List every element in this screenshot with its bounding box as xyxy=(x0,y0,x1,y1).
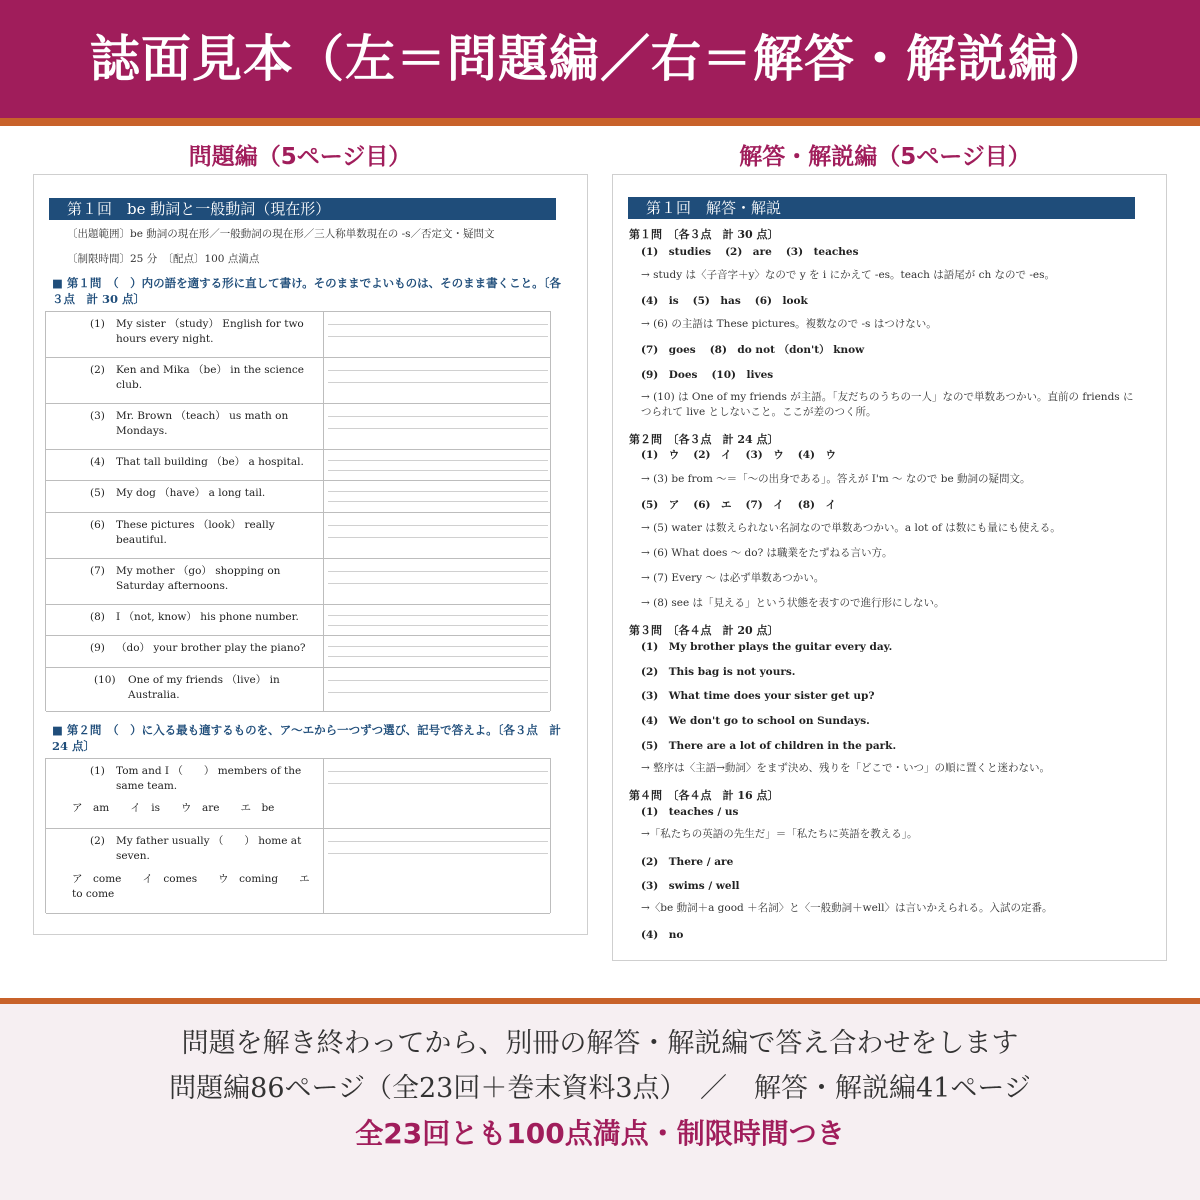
explanation: → (5) water は数えられない名詞なので単数あつかい。a lot of は数にも量にも使える。 xyxy=(641,522,1061,534)
right-page-label: 解答・解説編（5ページ目） xyxy=(739,144,1031,170)
answer-page xyxy=(612,174,1167,961)
answer-line[interactable] xyxy=(328,615,548,616)
answer-row: (5) ア (6) エ (7) イ (8) イ xyxy=(641,499,836,511)
answer-line[interactable] xyxy=(328,370,548,371)
answer-row: (4) no xyxy=(641,929,684,941)
answer-row: (7) goes (8) do not （don't） know xyxy=(641,344,865,356)
caption-line-2: 問題編86ページ（全23回＋巻末資料3点） ／ 解答・解説編41ページ xyxy=(169,1073,1031,1104)
answer-line[interactable] xyxy=(328,841,548,842)
scope-text: 〔出題範囲〕be 動詞の現在形／一般動詞の現在形／三人称単数現在の -s／否定文・疑問文 xyxy=(67,228,495,240)
answer-line[interactable] xyxy=(328,646,548,647)
answer-title: 第１回 解答・解説 xyxy=(628,197,1135,219)
choices: ア come イ comes ウ coming エ to come xyxy=(72,873,321,900)
banner-title: 誌面見本（左＝問題編／右＝解答・解説編） xyxy=(90,30,1110,88)
table-row: (4) That tall building （be） a hospital. xyxy=(46,450,550,481)
answer-row: (2) There / are xyxy=(641,856,734,868)
answer-line[interactable] xyxy=(328,460,548,461)
explanation: → (10) は One of my friends が主語。「友だちのうちの一人」なので単数あつかい。直前の friends につられて live としないこと。ここが差のつく所。 xyxy=(641,391,1134,418)
answer-line[interactable] xyxy=(328,491,548,492)
answer-line[interactable] xyxy=(328,571,548,572)
section-heading: 第３問 〔各４点 計 20 点〕 xyxy=(629,624,779,637)
q1-table xyxy=(45,311,551,711)
q2-table xyxy=(45,758,551,913)
banner-stripe xyxy=(0,118,1200,126)
caption-area xyxy=(0,1004,1200,1200)
answer-row: (9) Does (10) lives xyxy=(641,369,774,381)
question-page xyxy=(33,174,588,935)
section-heading: 第２問 〔各３点 計 24 点〕 xyxy=(629,433,779,446)
table-row: (2) Ken and Mika （be） in the science club. xyxy=(46,358,550,404)
explanation: → (6) What does 〜 do? は職業をたずねる言い方。 xyxy=(641,547,893,559)
answer-row: (2) This bag is not yours. xyxy=(641,666,796,678)
explanation: →「私たちの英語の先生だ」＝「私たちに英語を教える」。 xyxy=(641,828,918,840)
explanation: → (6) の主語は These pictures。複数なので -s はつけない。 xyxy=(641,318,937,330)
table-row: (5) My dog （have） a long tail. xyxy=(46,481,550,513)
answer-row: (4) is (5) has (6) look xyxy=(641,295,808,307)
answer-row: (1) My brother plays the guitar every day. xyxy=(641,641,893,653)
time-text: 〔制限時間〕25 分 〔配点〕100 点満点 xyxy=(67,253,260,265)
table-row: (9) （do） your brother play the piano? xyxy=(46,636,550,668)
table-row: (8) I （not, know） his phone number. xyxy=(46,605,550,636)
explanation: →〈be 動詞＋a good ＋名詞〉と〈一般動詞＋well〉は言いかえられる。入試の定番。 xyxy=(641,902,1053,914)
explanation: → study は〈子音字＋y〉なので y を i にかえて -es。teach は語尾が ch なので -es。 xyxy=(641,269,1056,281)
answer-line[interactable] xyxy=(328,680,548,681)
table-row: (1) Tom and I （ ） members of the same team. ア am イ is ウ are エ be xyxy=(46,759,550,829)
caption-highlight: 全23回とも100点満点・制限時間つき xyxy=(355,1117,845,1150)
table-row: (3) Mr. Brown （teach） us math on Mondays. xyxy=(46,404,550,450)
answer-row: (3) swims / well xyxy=(641,880,740,892)
section-heading: 第１問 〔各３点 計 30 点〕 xyxy=(629,228,779,241)
caption-line-1: 問題を解き終わってから、別冊の解答・解説編で答え合わせをします xyxy=(181,1028,1019,1059)
explanation: → (7) Every 〜 は必ず単数あつかい。 xyxy=(641,572,825,584)
left-page-label: 問題編（5ページ目） xyxy=(188,144,412,170)
q1-heading: ■ 第１問 （ ）内の語を適する形に直して書け。そのままでよいものは、そのまま書くこと。〔各３点 計 30 点〕 xyxy=(52,276,561,306)
answer-row: (3) What time does your sister get up? xyxy=(641,690,875,702)
table-row: (7) My mother （go） shopping on Saturday afternoons. xyxy=(46,559,550,605)
q2-heading: ■ 第２問 （ ）に入る最も適するものを、ア〜エから一つずつ選び、記号で答えよ。〔各３点 計 24 点〕 xyxy=(52,723,561,753)
explanation: → (8) see は「見える」という状態を表すので進行形にしない。 xyxy=(641,597,945,609)
answer-row: (1) studies (2) are (3) teaches xyxy=(641,246,859,258)
answer-row: (5) There are a lot of children in the park. xyxy=(641,740,897,752)
answer-row: (4) We don't go to school on Sundays. xyxy=(641,715,870,727)
table-row: (1) My sister （study） English for two hours every night. xyxy=(46,312,550,358)
explanation: → (3) be from 〜＝「〜の出身である」。答えが I'm 〜 なので be 動詞の疑問文。 xyxy=(641,473,1031,485)
table-row: (2) My father usually （ ） home at seven. ア come イ comes ウ coming エ to come xyxy=(46,829,550,914)
answer-line[interactable] xyxy=(328,525,548,526)
answer-line[interactable] xyxy=(328,324,548,325)
lesson-title: 第１回 be 動詞と一般動詞（現在形） xyxy=(49,198,556,220)
section-heading: 第４問 〔各４点 計 16 点〕 xyxy=(629,789,779,802)
choices: ア am イ is ウ are エ be xyxy=(72,802,275,814)
table-row: (6) These pictures （look） really beautiful. xyxy=(46,513,550,559)
table-row: (10) One of my friends （live） in Australia. xyxy=(46,668,550,712)
answer-line[interactable] xyxy=(328,416,548,417)
answer-row: (1) ウ (2) イ (3) ウ (4) ウ xyxy=(641,449,836,461)
answer-row: (1) teaches / us xyxy=(641,806,739,818)
answer-line[interactable] xyxy=(328,771,548,772)
explanation: → 整序は〈主語→動詞〉をまず決め、残りを「どこで・いつ」の順に置くと迷わない。 xyxy=(641,762,1051,774)
